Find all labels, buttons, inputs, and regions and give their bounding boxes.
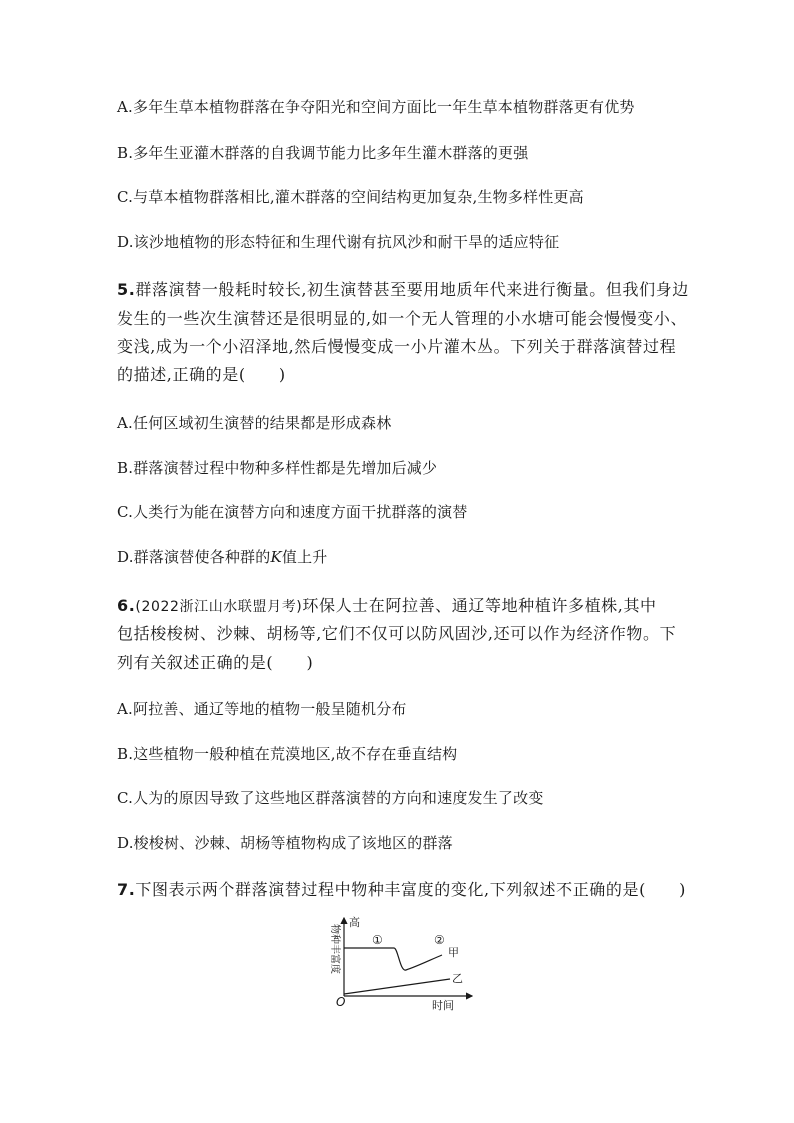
q6-option-a: A.阿拉善、通辽等地的植物一般呈随机分布 <box>117 700 407 718</box>
marker-2: ② <box>434 933 445 947</box>
q6-stem-line-3: 列有关叙述正确的是( ) <box>117 653 314 672</box>
q4-option-b: B.多年生亚灌木群落的自我调节能力比多年生灌木群落的更强 <box>117 144 529 162</box>
q6-source: (2022浙江山水联盟月考) <box>135 599 303 615</box>
q4-option-d: D.该沙地植物的形态特征和生理代谢有抗风沙和耐干旱的适应特征 <box>117 233 560 251</box>
y-axis-label: 物种丰富度 <box>329 924 340 974</box>
q5-number: 5. <box>117 280 136 299</box>
q6-number: 6. <box>117 596 136 615</box>
q5-option-d: D.群落演替使各种群的K值上升 <box>117 548 328 566</box>
series-jia-curve <box>344 948 442 970</box>
k-variable: K <box>270 548 282 566</box>
q6-stem-line-2: 包括梭梭树、沙棘、胡杨等,它们不仅可以防风固沙,还可以作为经济作物。下 <box>117 624 677 643</box>
q5-stem-line-3: 变浅,成为一个小沼泽地,然后慢慢变成一小片灌木丛。下列关于群落演替过程 <box>117 337 677 356</box>
q6-option-b: B.这些植物一般种植在荒漠地区,故不存在垂直结构 <box>117 745 458 763</box>
q5-option-a: A.任何区域初生演替的结果都是形成森林 <box>117 414 392 432</box>
q4-option-c: C.与草本植物群落相比,灌木群落的空间结构更加复杂,生物多样性更高 <box>117 188 584 206</box>
x-axis-label: 时间 <box>432 999 454 1012</box>
q7-stem: 7.下图表示两个群落演替过程中物种丰富度的变化,下列叙述不正确的是( ) <box>117 880 686 899</box>
series-jia-label: 甲 <box>448 946 459 959</box>
y-axis-top-label: 高 <box>349 916 360 929</box>
origin-label: O <box>336 995 346 1009</box>
series-yi-label: 乙 <box>452 972 463 985</box>
q4-option-a: A.多年生草本植物群落在争夺阳光和空间方面比一年生草本植物群落更有优势 <box>117 98 635 116</box>
q5-stem-line-2: 发生的一些次生演替还是很明显的,如一个无人管理的小水塘可能会慢慢变小、 <box>117 309 688 328</box>
series-yi-line <box>344 979 450 994</box>
succession-richness-figure <box>322 912 482 1012</box>
q6-option-d: D.梭梭树、沙棘、胡杨等植物构成了该地区的群落 <box>117 834 453 852</box>
q6-option-c: C.人为的原因导致了这些地区群落演替的方向和速度发生了改变 <box>117 789 544 807</box>
q5-stem-line-1: 5.群落演替一般耗时较长,初生演替甚至要用地质年代来进行衡量。但我们身边 <box>117 280 689 299</box>
q5-stem-line-4: 的描述,正确的是( ) <box>117 365 286 384</box>
q6-stem-line-1: 6.(2022浙江山水联盟月考)环保人士在阿拉善、通辽等地种植许多植株,其中 <box>117 596 657 615</box>
q5-option-c: C.人类行为能在演替方向和速度方面干扰群落的演替 <box>117 503 468 521</box>
marker-1: ① <box>372 933 383 947</box>
q5-option-b: B.群落演替过程中物种多样性都是先增加后减少 <box>117 459 438 477</box>
q7-number: 7. <box>117 880 136 899</box>
